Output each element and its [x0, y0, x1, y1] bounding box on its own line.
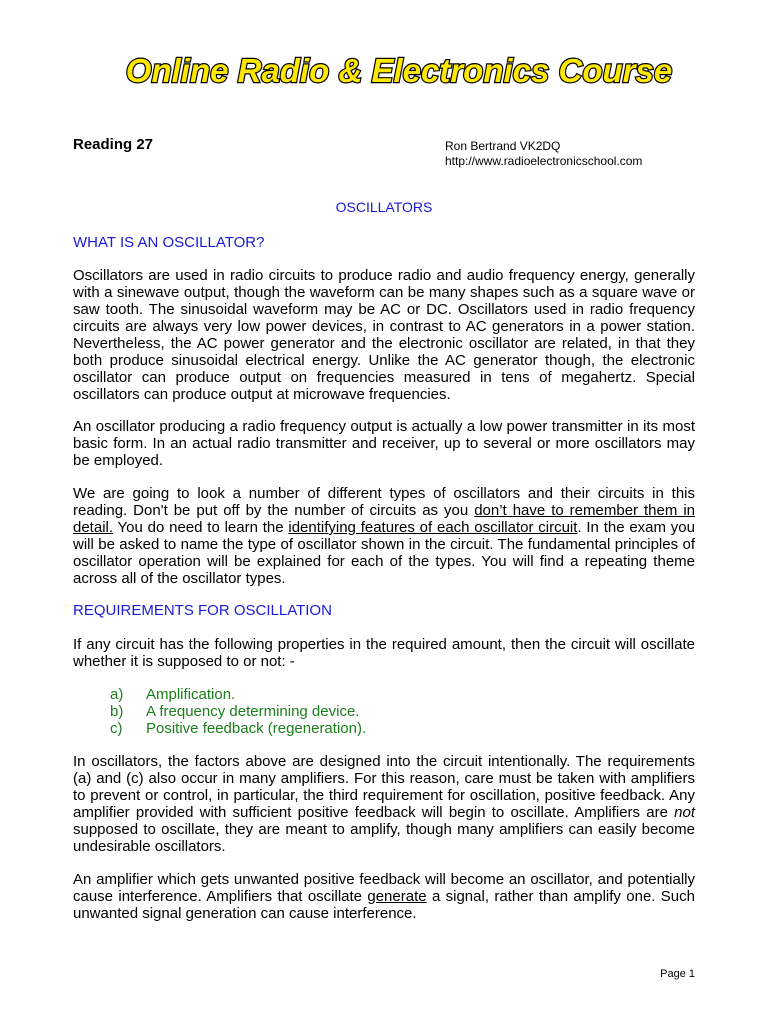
text-span: supposed to oscillate, they are meant to amplify, though many amplifiers can easily become undesirable oscillators.: [73, 821, 695, 855]
reading-number: Reading 27: [73, 136, 154, 153]
page-title: OSCILLATORS: [335, 199, 433, 215]
author-website: http://www.radioelectronicschool.com: [445, 154, 643, 168]
list-item-text: Amplification.: [146, 686, 236, 703]
underlined-text: identifying features of each oscillator circuit: [288, 519, 578, 536]
list-marker: b): [110, 703, 124, 720]
list-marker: a): [110, 686, 124, 703]
paragraph-transmitter: An oscillator producing a radio frequency output is actually a low power transmitter in its most basic form. In an actual radio transmitter and receiver, up to several or more oscillators may be employed.: [73, 418, 695, 469]
underlined-text: generate: [367, 888, 427, 905]
text-span: a signal, rather than amplify one. Such unwanted signal generation can cause interference.: [73, 888, 695, 922]
banner-text: Online Radio & Electronics Course: [125, 52, 673, 89]
paragraph-intro: Oscillators are used in radio circuits to produce radio and audio frequency energy, generally with a sinewave output, though the waveform can be many shapes such as a square wave or saw tooth. The sinusoidal waveform may be AC or DC. Oscillators used in radio frequency circuits are always very low power devices, in contrast to AC generators in a power station. Nevertheless, the AC power generator and the electronic oscillator are related, in that they both produce sinusoidal electrical energy. Unlike the AC generator though, the electronic oscillator can produce output on frequencies measured in tens of megahertz. Special oscillators can produce output at microwave frequencies.: [73, 267, 695, 403]
text-span: We are going to look a number of different types of oscillators and their circuits in this reading. Don't be put off by the number of circuits as you: [73, 485, 695, 519]
text-span: You do need to learn the: [113, 519, 289, 536]
course-banner-title: [125, 50, 673, 92]
section-heading-requirements: REQUIREMENTS FOR OSCILLATION: [73, 602, 332, 619]
italic-text: not: [674, 804, 695, 821]
paragraph-amplifiers: [73, 753, 695, 855]
list-item-text: Positive feedback (regeneration).: [146, 720, 367, 737]
text-span: In oscillators, the factors above are designed into the circuit intentionally. The requirements (a) and (c) also occur in many amplifiers. For this reason, care must be taken with amplifiers to prevent or control, in particular, the third requirement for oscillation, positive feedback. Any amplifier provided with sufficient positive feedback will begin to oscillate. Amplifiers are: [73, 753, 695, 821]
paragraph-interference: [73, 871, 695, 922]
list-item: [110, 686, 366, 703]
list-item-text: A frequency determining device.: [146, 703, 360, 720]
text-span: An amplifier which gets unwanted positive feedback will become an oscillator, and potentially cause interference. Amplifiers that oscillate: [73, 871, 695, 905]
section-heading-what-is: WHAT IS AN OSCILLATOR?: [73, 234, 265, 251]
list-item: [110, 720, 366, 737]
page-number: Page 1: [660, 968, 695, 980]
paragraph-properties: If any circuit has the following properties in the required amount, then the circuit will oscillate whether it is supposed to or not: -: [73, 636, 695, 670]
requirements-list: [110, 686, 366, 737]
list-marker: c): [110, 720, 123, 737]
underlined-text: don’t have to remember them in detail.: [73, 502, 696, 536]
text-span: . In the exam you will be asked to name the type of oscillator shown in the circuit. The fundamental principles of oscillator operation will be explained for each of the types. You will find a repeating theme across all of the oscillator types.: [73, 519, 695, 587]
list-item: [110, 703, 366, 720]
author-name: Ron Bertrand VK2DQ: [445, 139, 561, 153]
paragraph-circuits: [73, 485, 695, 587]
author-block: [445, 139, 642, 169]
